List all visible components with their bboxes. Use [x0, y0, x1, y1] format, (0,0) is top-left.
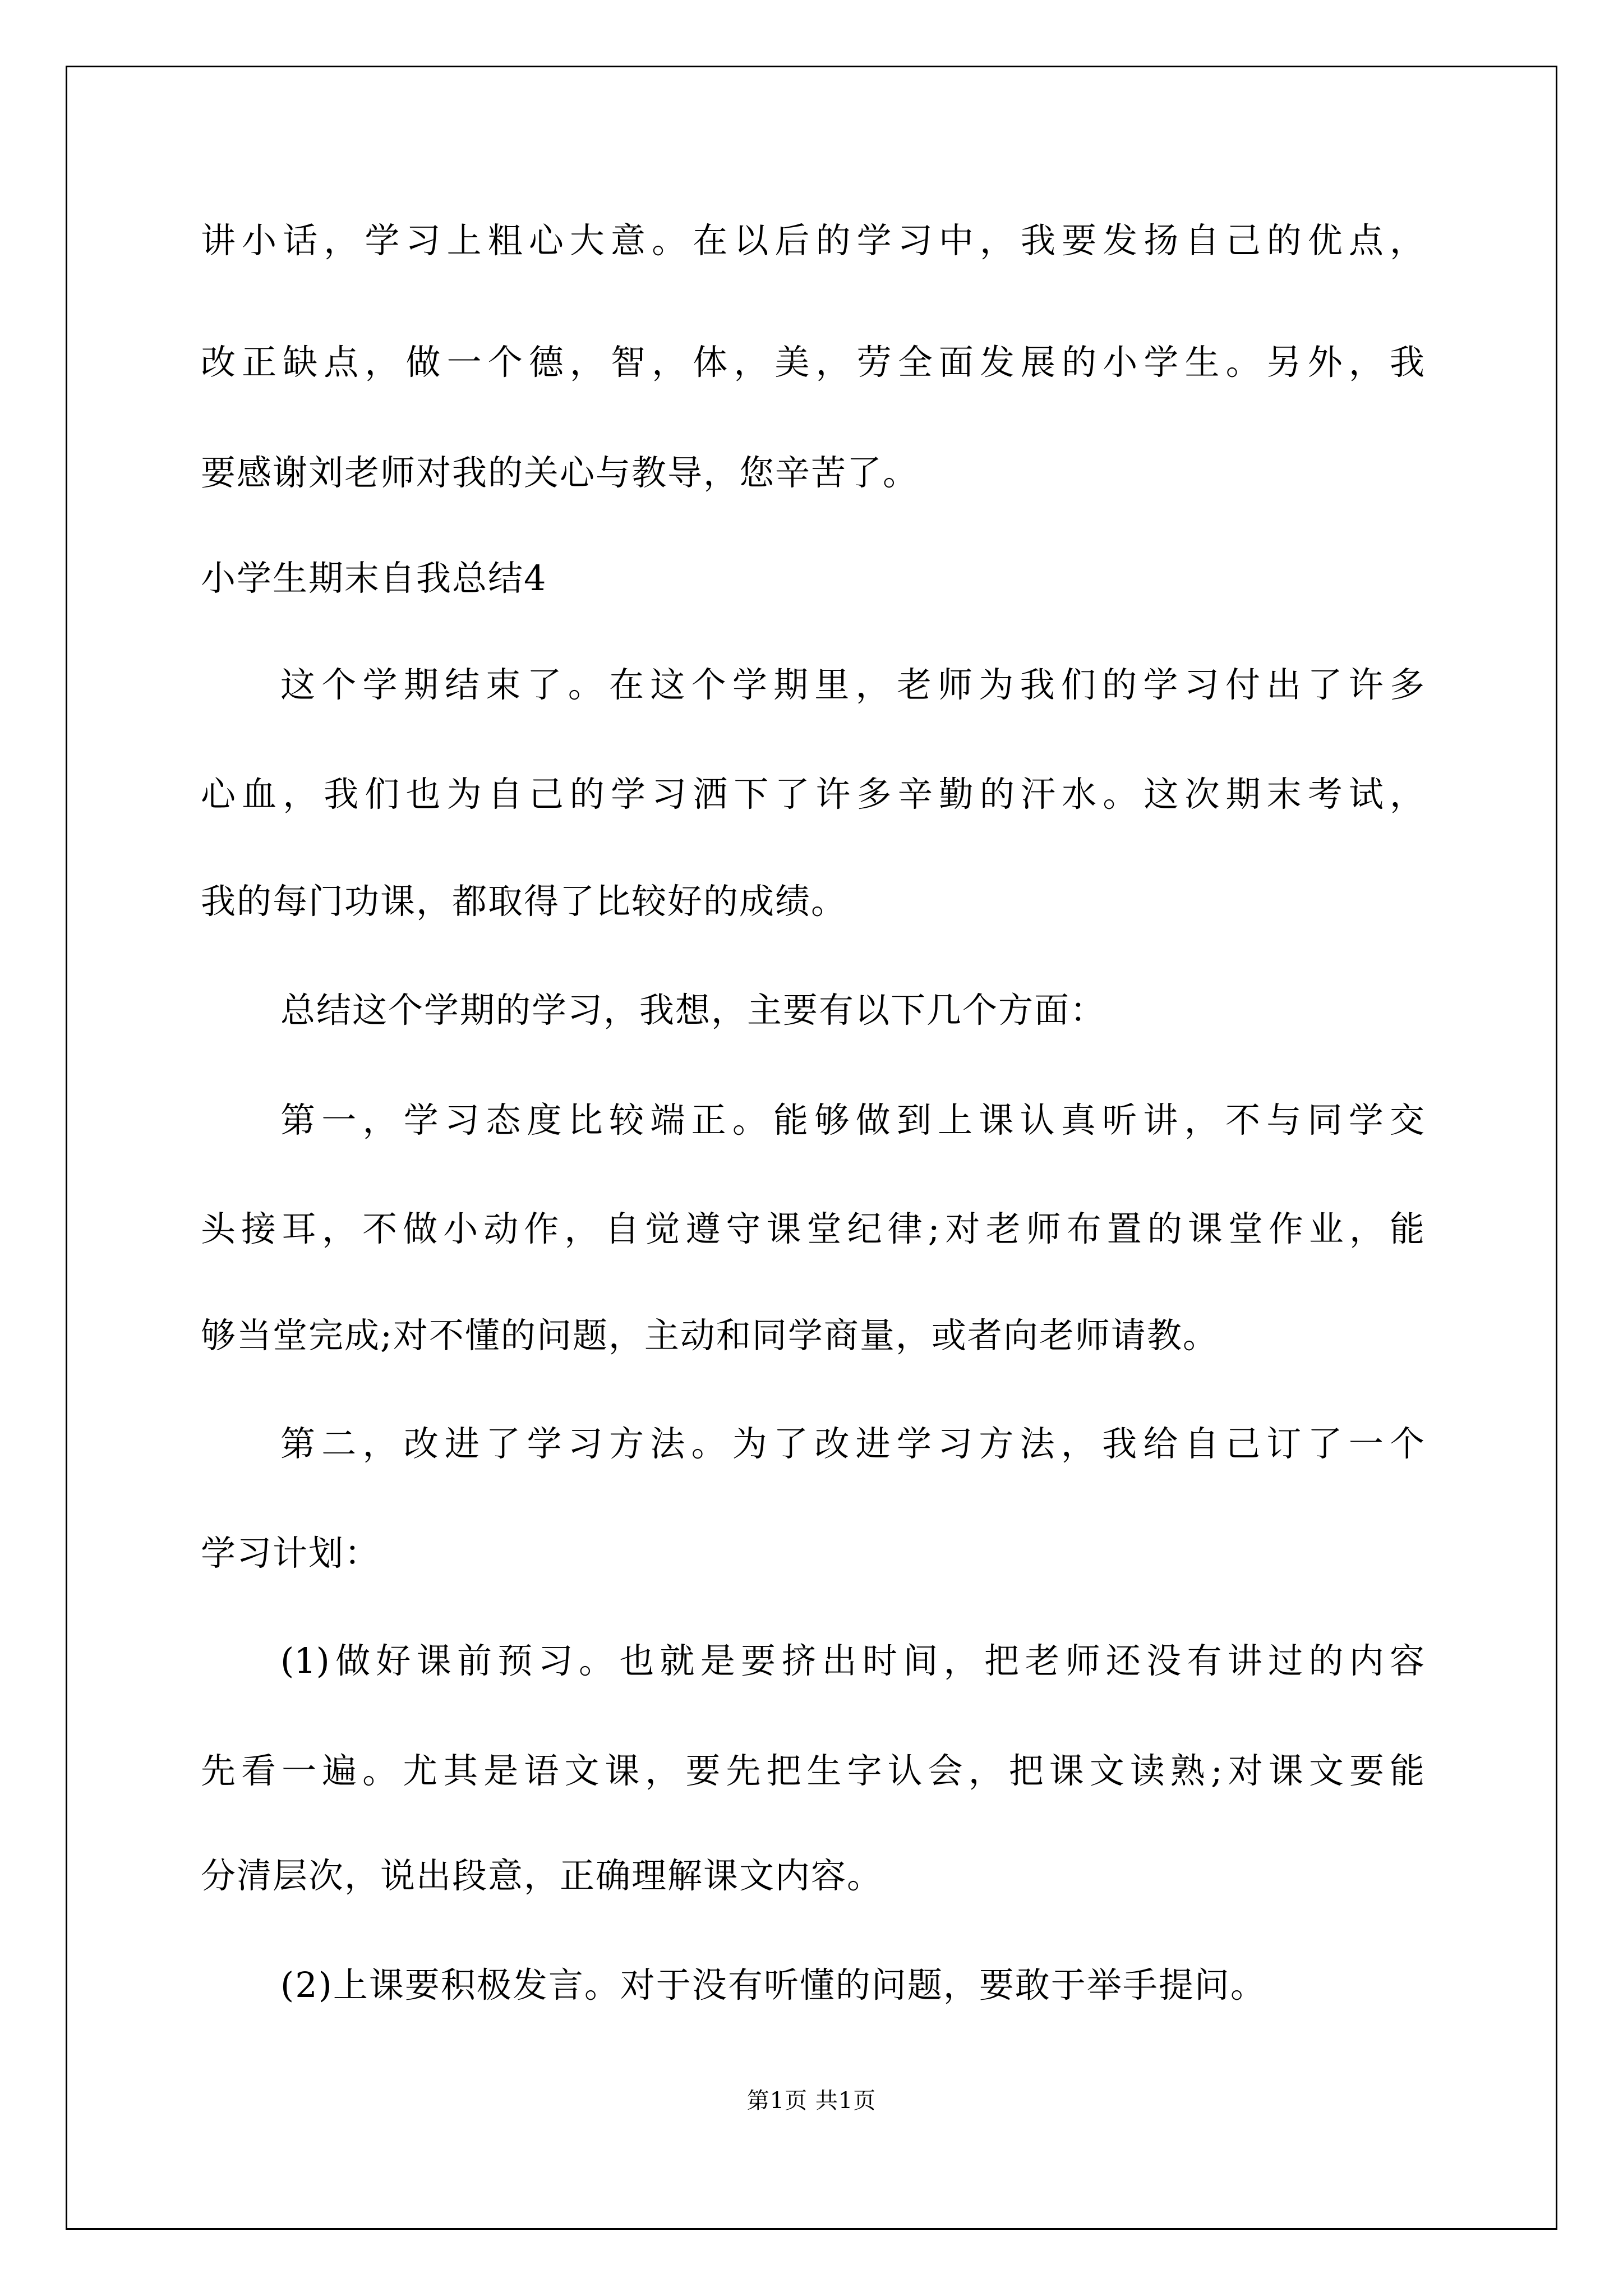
paragraph-line: 我的每门功课，都取得了比较好的成绩。	[201, 881, 847, 922]
paragraph-line: 先看一遍。尤其是语文课，要先把生字认会，把课文读熟;对课文要能	[201, 1750, 1424, 1791]
paragraph-line: 第一，学习态度比较端正。能够做到上课认真听讲，不与同学交	[280, 1099, 1424, 1140]
text-line: 要感谢刘老师对我的关心与教导，您辛苦了。	[201, 452, 919, 493]
page-border	[66, 66, 1557, 2230]
paragraph-line: 够当堂完成;对不懂的问题，主动和同学商量，或者向老师请教。	[201, 1315, 1219, 1356]
paragraph-line: 分清层次，说出段意，正确理解课文内容。	[201, 1855, 883, 1896]
text-line: 讲小话，学习上粗心大意。在以后的学习中，我要发扬自己的优点，	[201, 220, 1424, 261]
paragraph-line: 这个学期结束了。在这个学期里，老师为我们的学习付出了许多	[280, 664, 1424, 705]
paragraph-line: 学习计划：	[201, 1533, 381, 1573]
section-heading: 小学生期末自我总结4	[201, 558, 547, 599]
paragraph-line: 头接耳，不做小动作，自觉遵守课堂纪律;对老师布置的课堂作业，能	[201, 1208, 1424, 1249]
paragraph-line: 总结这个学期的学习，我想，主要有以下几个方面：	[280, 990, 1106, 1030]
paragraph-line: (1)做好课前预习。也就是要挤出时间，把老师还没有讲过的内容	[280, 1640, 1424, 1681]
text-line: 改正缺点，做一个德，智，体，美，劳全面发展的小学生。另外，我	[201, 342, 1424, 383]
paragraph-line: (2)上课要积极发言。对于没有听懂的问题，要敢于举手提问。	[280, 1964, 1266, 2005]
page-footer: 第1页 共1页	[746, 2088, 877, 2114]
paragraph-line: 第二，改进了学习方法。为了改进学习方法，我给自己订了一个	[280, 1423, 1424, 1464]
paragraph-line: 心血，我们也为自己的学习洒下了许多辛勤的汗水。这次期末考试，	[201, 774, 1424, 815]
